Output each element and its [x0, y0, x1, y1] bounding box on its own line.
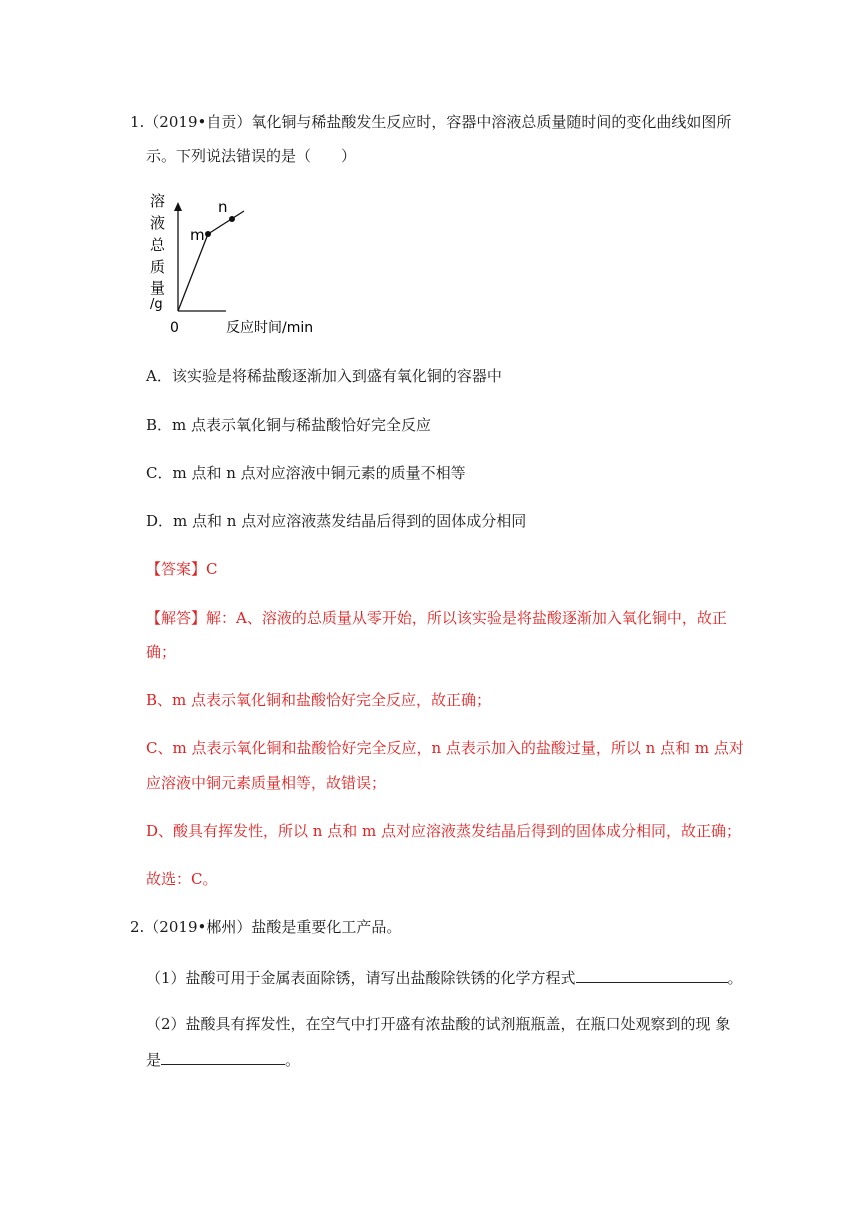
- label-n: n: [218, 198, 228, 216]
- q2-sub2-line1: （2）盐酸具有挥发性，在空气中打开盛有浓盐酸的试剂瓶瓶盖，在瓶口处观察到的现 象: [146, 1015, 731, 1033]
- point-n: [229, 216, 235, 222]
- point-m: [205, 231, 211, 237]
- q2-sub1-end: 。: [727, 969, 743, 987]
- curve-rise: [178, 234, 208, 311]
- q1-analysis-line6: D、酸具有挥发性，所以 n 点和 m 点对应溶液蒸发结晶后得到的固体成分相同，故正确；: [146, 822, 741, 840]
- y-unit: /g: [150, 297, 163, 312]
- q2-stem: 2.（2019•郴州）盐酸是重要化工产品。: [130, 918, 402, 936]
- q2-sub2-end: 。: [285, 1051, 301, 1069]
- q2-sub2-answer-blank[interactable]: [161, 1048, 285, 1065]
- ylabel-char-1: 溶: [150, 192, 166, 210]
- y-axis-arrow: [174, 202, 182, 211]
- q1-analysis-line2: 确；: [146, 643, 177, 661]
- q2-sub1-answer-blank[interactable]: [576, 966, 728, 983]
- q2-sub1: [146, 966, 743, 988]
- q1-option-a: A．该实验是将稀盐酸逐渐加入到盛有氧化铜的容器中: [146, 367, 502, 385]
- q1-option-b: B．m 点表示氧化铜与稀盐酸恰好完全反应: [146, 416, 432, 434]
- label-m: m: [190, 226, 205, 244]
- q1-analysis-line7: 故选：C。: [146, 870, 218, 888]
- q2-sub1-text: （1）盐酸可用于金属表面除锈，请写出盐酸除铁锈的化学方程式: [146, 969, 576, 987]
- ylabel-char-4: 质: [150, 258, 166, 276]
- origin-label: 0: [170, 320, 179, 336]
- x-axis-label: 反应时间/min: [226, 320, 314, 336]
- q2-sub2-line2: [146, 1048, 300, 1070]
- ylabel-char-5: 量: [150, 279, 166, 297]
- ylabel-char-2: 液: [150, 214, 166, 232]
- q1-analysis-line3: B、m 点表示氧化铜和盐酸恰好完全反应，故正确；: [146, 691, 492, 709]
- q1-option-d: D．m 点和 n 点对应溶液蒸发结晶后得到的固体成分相同: [146, 512, 527, 530]
- q1-analysis-line1: 【解答】解：A、溶液的总质量从零开始，所以该实验是将盐酸逐渐加入氧化铜中，故正: [146, 609, 727, 627]
- q1-stem-line1: 1.（2019•自贡）氧化铜与稀盐酸发生反应时，容器中溶液总质量随时间的变化曲线如图所: [130, 113, 732, 131]
- q1-analysis-line4: C、m 点表示氧化铜和盐酸恰好完全反应，n 点表示加入的盐酸过量，所以 n 点和 m 点对: [146, 739, 744, 757]
- q1-stem-line2: 示。下列说法错误的是（ ）: [146, 147, 357, 165]
- q1-option-c: C．m 点和 n 点对应溶液中铜元素的质量不相等: [146, 464, 466, 482]
- q1-analysis-line5: 应溶液中铜元素质量相等，故错误；: [146, 774, 387, 792]
- q1-answer: 【答案】C: [146, 560, 218, 578]
- q1-graph: [146, 188, 336, 338]
- q2-sub2-text: 是: [146, 1051, 162, 1069]
- q1-graph-svg: [146, 188, 336, 338]
- ylabel-char-3: 总: [150, 236, 166, 254]
